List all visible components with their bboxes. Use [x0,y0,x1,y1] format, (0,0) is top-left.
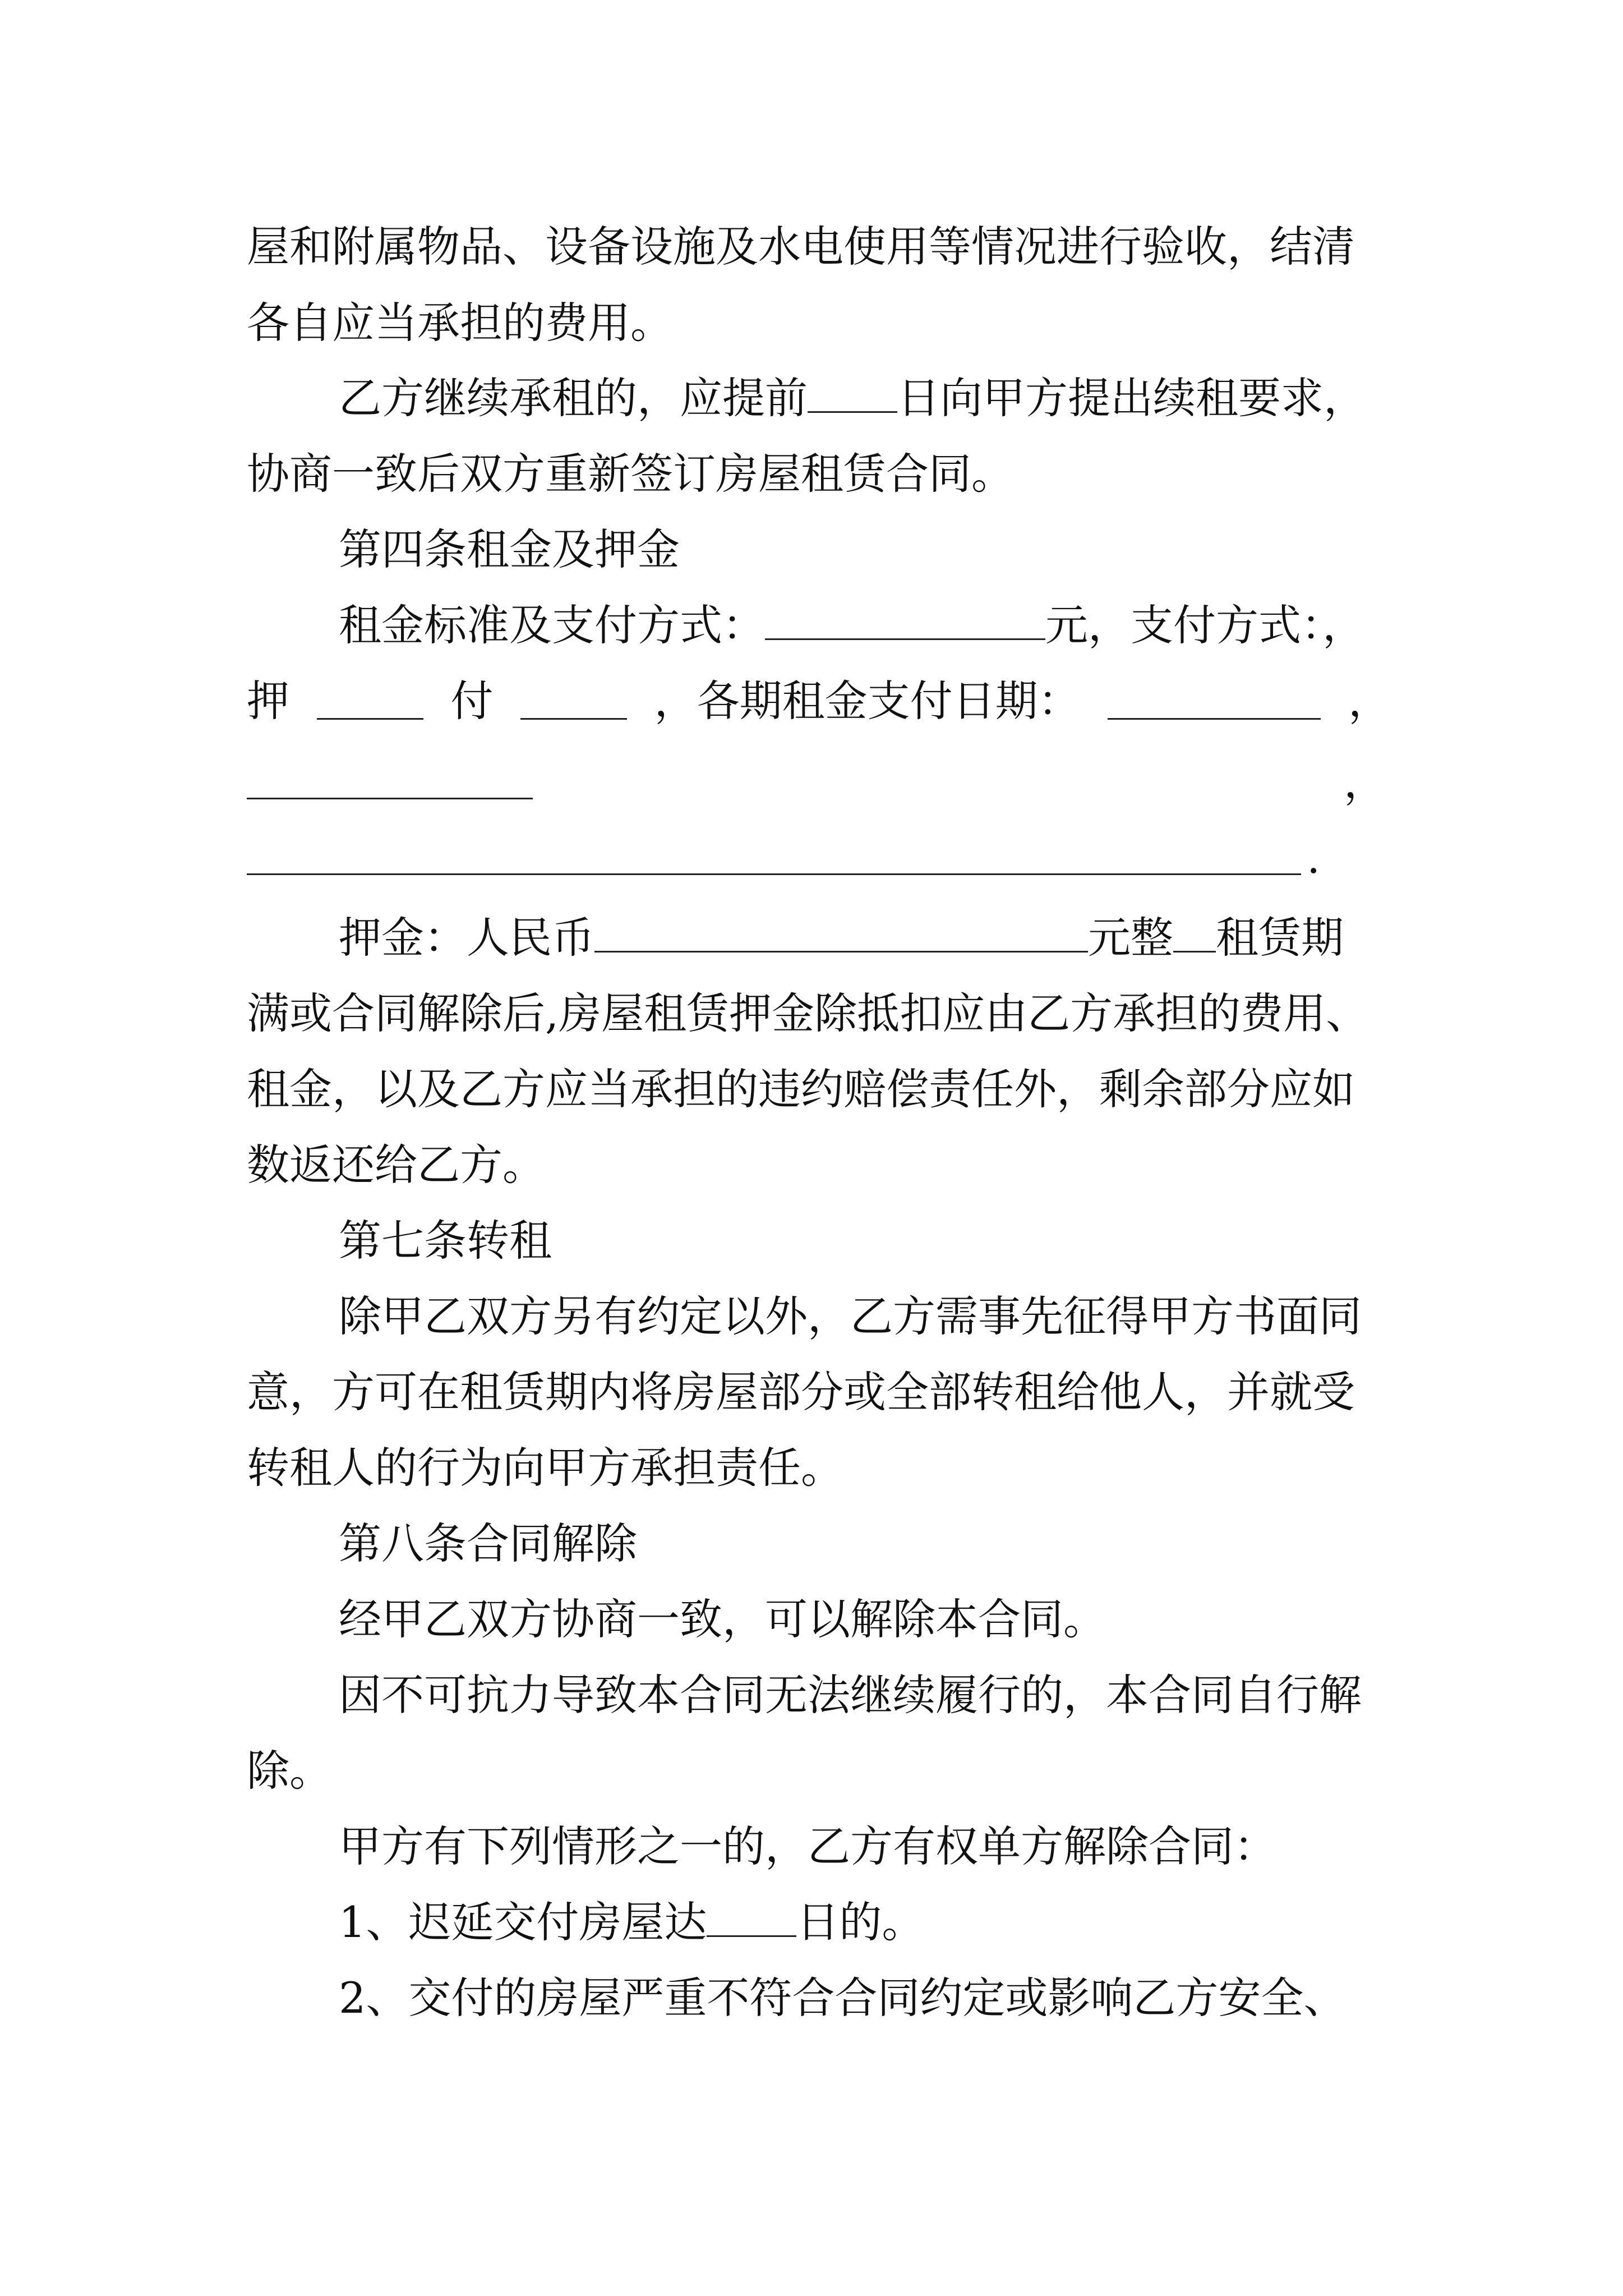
paragraph-line [339,1289,1391,1345]
fill-blank [520,683,627,720]
line-text: 除甲乙双方另有约定以外，乙方需事先征得甲方书面同 [339,1291,1362,1341]
fill-blank [317,683,423,720]
line-text: 各自应当承担的费用。 [247,298,673,348]
line-text: 屋和附属物品、设备设施及水电使用等情况进行验收，结清 [247,222,1355,272]
fill-blank [247,798,533,799]
paragraph-line [247,1364,1391,1420]
paragraph-line [339,370,1391,426]
fill-blank [247,873,1301,875]
line-text: 数返还给乙方。 [247,1140,545,1190]
fill-blank [1108,683,1321,720]
section-heading [339,522,1391,578]
line-text: ， [1348,676,1391,726]
paragraph-line [339,1819,1391,1875]
line-text: 元，支付方式：， [1045,600,1365,650]
line-text: 付 [450,676,494,726]
paragraph-line [247,219,1391,275]
punctuation: ， [1344,757,1386,807]
fill-blank [765,604,1045,640]
heading-text: 第四条租金及押金 [339,524,680,574]
paragraph-line [247,446,1391,502]
fill-blank [808,376,897,413]
line-text: 1、迟延交付房屋达 [339,1897,707,1947]
paragraph-line [247,1137,1391,1193]
paragraph-line [247,295,1391,351]
line-text: 日向甲方提出续租要求， [897,373,1366,423]
paragraph-line [247,1743,1391,1799]
paragraph-line [247,1061,1391,1117]
line-text: 租金标准及支付方式： [339,600,765,650]
line-text: 租金，以及乙方应当承担的违约赔偿责任外，剩余部分应如 [247,1064,1355,1114]
line-text: ，各期租金支付日期： [654,676,1081,726]
paragraph-line [339,910,1391,966]
list-item [339,1894,1391,1950]
fill-blank [594,916,1088,953]
line-text: 日的。 [796,1897,925,1947]
line-text: 满或合同解除后,房屋租赁押金除抵扣应由乙方承担的费用、 [247,988,1369,1038]
line-text: 甲方有下列情形之一的，乙方有权单方解除合同： [339,1821,1276,1871]
fill-blank [1173,916,1216,953]
line-text: 除。 [247,1746,332,1796]
list-item [339,1970,1391,2026]
punctuation: . [1307,833,1321,883]
line-text: 经甲乙双方协商一致，可以解除本合同。 [339,1594,1106,1644]
fill-blank [707,1901,796,1937]
section-heading [339,1213,1391,1269]
heading-text: 第七条转租 [339,1216,552,1266]
line-text: 因不可抗力导致本合同无法继续履行的，本合同自行解 [339,1670,1362,1720]
paragraph-line [247,1440,1391,1496]
paragraph-line [339,597,1391,654]
line-text: 2、交付的房屋严重不符合合同约定或影响乙方安全、 [339,1973,1347,2023]
paragraph-line [247,986,1391,1042]
paragraph-line [339,1591,1391,1648]
line-text: 租赁期 [1216,913,1344,963]
paragraph-line [339,1667,1391,1723]
heading-text: 第八条合同解除 [339,1519,637,1568]
line-text: 协商一致后双方重新签订房屋租赁合同。 [247,449,1014,499]
line-text: 乙方继续承租的，应提前 [339,373,808,423]
paragraph-line [247,673,1391,729]
line-text: 意，方可在租赁期内将房屋部分或全部转租给他人，并就受 [247,1367,1355,1417]
section-heading [339,1516,1391,1572]
line-text: 押金：人民币 [339,913,594,963]
line-text: 元整 [1088,913,1173,963]
line-text: 押 [247,676,289,726]
line-text: 转租人的行为向甲方承担责任。 [247,1443,843,1493]
